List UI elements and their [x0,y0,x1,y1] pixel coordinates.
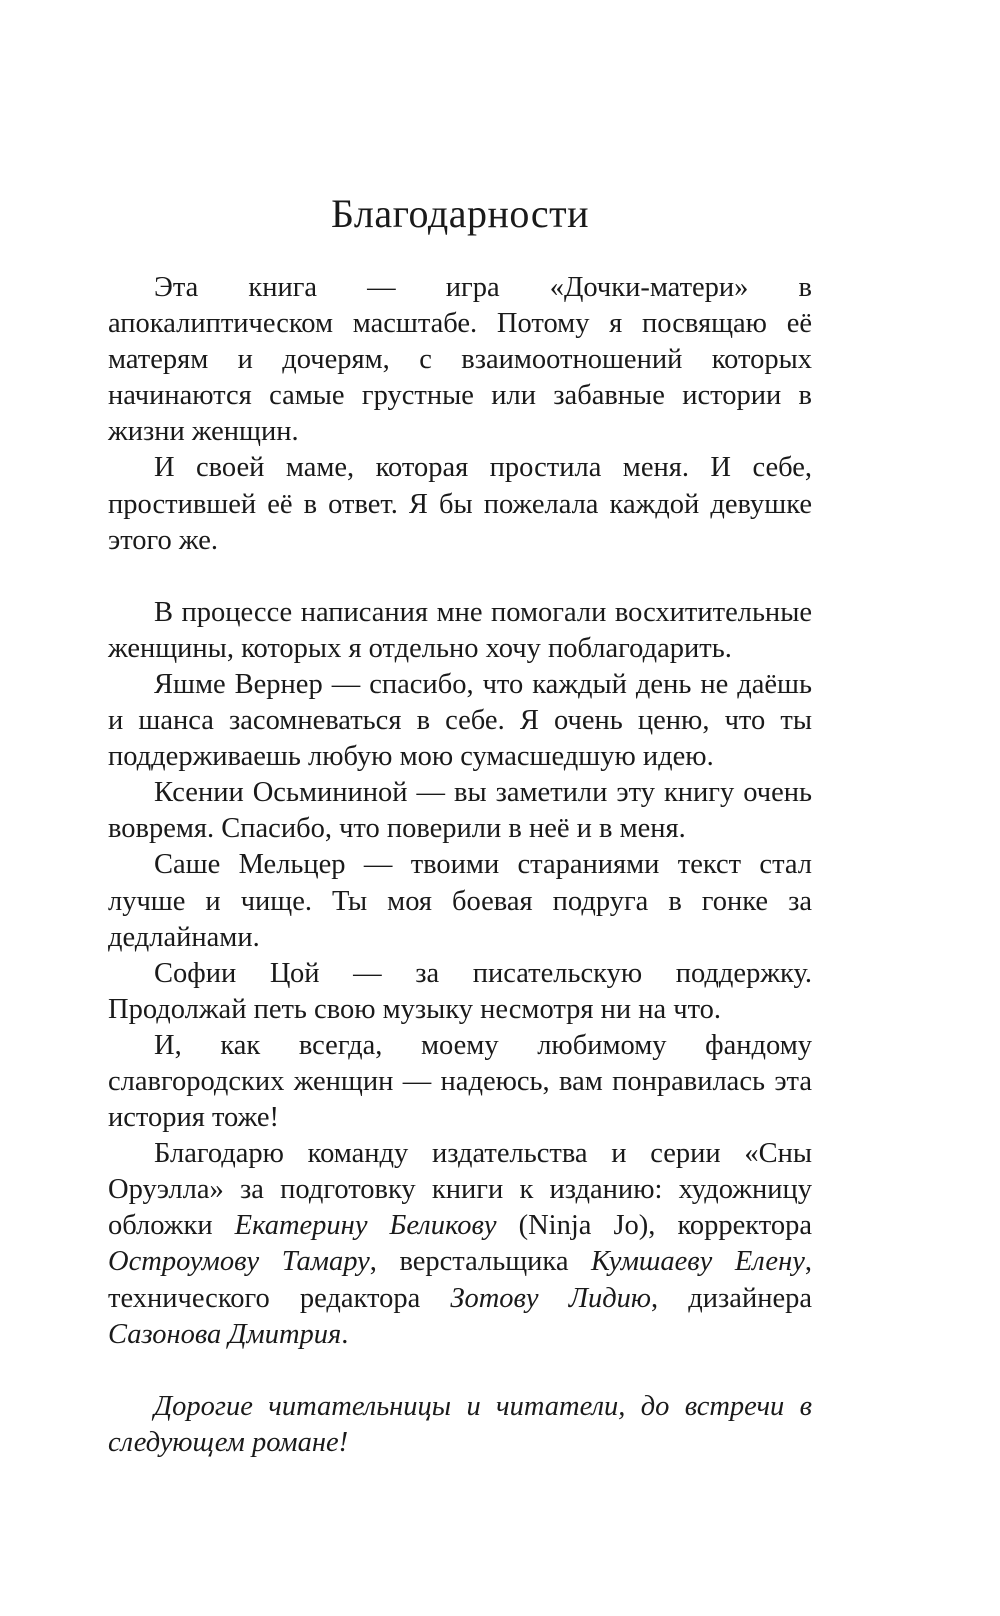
mother-paragraph: И своей маме, которая простила меня. И себе, простившей её в ответ. Я бы пожелала каждой девушке этого же. [108,452,812,556]
closing-note: Дорогие читательницы и читатели, до встречи в следующем романе! [108,1390,812,1458]
cover-artist-alias: (Ninja Jo), корректора [496,1210,812,1242]
thanks-ksenia-paragraph: Ксении Осьмининой — вы заметили эту книгу очень вовремя. Спасибо, что поверили в неё и в меня. [108,777,812,845]
tech-editor-name: Зотову Лидию [450,1282,652,1314]
credits-separator: , технического редактора [108,1246,812,1314]
thanks-fandom-paragraph: И, как всегда, моему любимому фандому славгородских женщин — надеюсь, вам понравилась эта история тоже! [108,1029,812,1134]
cover-artist-name: Екатерину Беликову [234,1210,497,1242]
section-gap [108,559,812,595]
credits-end: . [341,1318,349,1350]
proofreader-name: Остроумову Тамару [108,1246,370,1278]
thanks-sofia-paragraph: Софии Цой — за писательскую поддержку. Продолжай петь свою музыку несмотря ни на что. [108,957,812,1025]
thanks-yashma-paragraph: Яшме Вернер — спасибо, что каждый день не даёшь и шанса засомневаться в себе. Я очень ценю, что ты поддерживаешь любую мою сумасшедшую идею. [108,668,812,773]
designer-name: Сазонова Дмитрия [108,1318,342,1350]
page-title: Благодарности [330,191,590,236]
dedication-paragraph: Эта книга — игра «Дочки-матери» в апокалиптическом масштабе. Потому я посвящаю её матерям и дочерям, с взаимоотношений которых начинаются самые грустные или забавные истории в жизни женщин. [108,272,812,448]
thanks-sasha-paragraph: Саше Мельцер — твоими стараниями текст стал лучше и чище. Ты моя боевая подруга в гонке за дедлайнами. [108,849,812,953]
helpers-intro-paragraph: В процессе написания мне помогали восхитительные женщины, которых я отдельно хочу поблагодарить. [108,596,812,664]
acknowledgements-page [108,188,812,1461]
publisher-credits-paragraph [108,1136,812,1353]
credits-separator: , дизайнера [651,1282,813,1314]
typesetter-name: Кумшаеву Елену [591,1246,805,1278]
credits-separator: , верстальщика [369,1246,592,1278]
credits-intro: Благодарю команду издательства и серии «Сны Оруэлла» за подготовку книги к изданию: художницу обложки [108,1138,812,1242]
